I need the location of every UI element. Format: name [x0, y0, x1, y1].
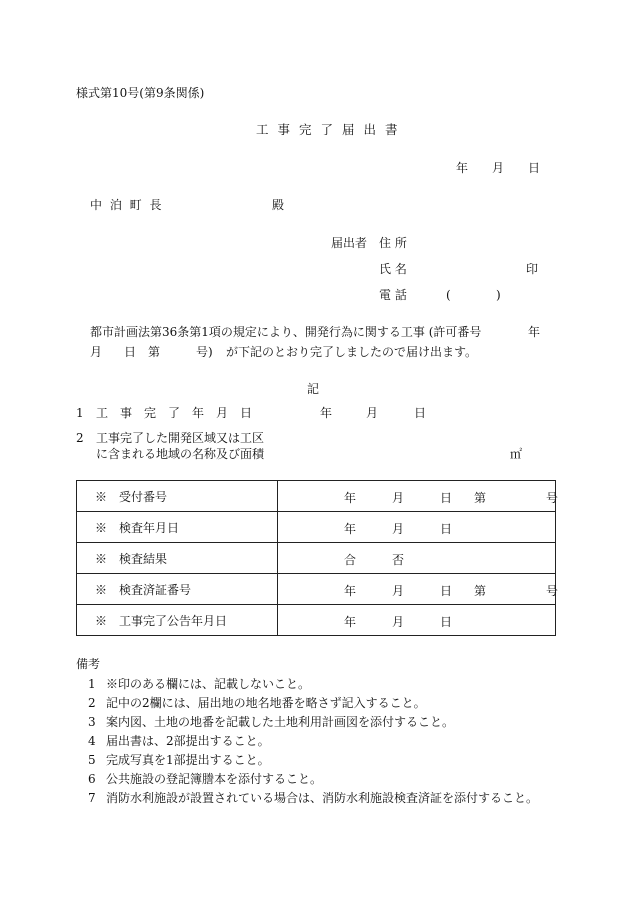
row-day: 日 [440, 615, 453, 629]
row-day: 日 [440, 584, 453, 598]
official-use-table [76, 480, 559, 636]
item1-number: 1 [76, 406, 84, 420]
name-label: 氏 名 [379, 262, 407, 276]
body-permit-month: 月 [90, 345, 103, 359]
row-label: ※ 検査結果 [77, 543, 278, 574]
row-year: 年 [344, 491, 357, 505]
note-number: 5 [88, 753, 96, 767]
row-value-cell [278, 543, 556, 574]
note-text: 消防水利施設が設置されている場合は、消防水利施設検査済証を添付すること。 [106, 791, 539, 805]
item1-month: 月 [366, 406, 379, 420]
row-value-cell [278, 512, 556, 543]
body-permit-day: 日 [124, 345, 137, 359]
addressee-honorific: 殿 [272, 198, 285, 212]
note-item [88, 753, 270, 767]
ki-heading: 記 [307, 382, 320, 396]
note-number: 7 [88, 791, 96, 805]
table-row [77, 543, 556, 574]
phone-paren-open: ( [446, 288, 451, 302]
table-row [77, 574, 556, 605]
address-label: 住 所 [379, 236, 407, 250]
row-dai: 第 [474, 491, 487, 505]
row-label: ※ 検査年月日 [77, 512, 278, 543]
document-title: 工事完了届出書 [256, 122, 407, 137]
date-month-label: 月 [492, 161, 505, 175]
note-item [88, 696, 426, 710]
note-text: 届出書は、2部提出すること。 [106, 734, 270, 748]
note-number: 3 [88, 715, 96, 729]
body-text-line2: が下記のとおり完了しましたので届け出ます。 [226, 345, 478, 359]
note-number: 4 [88, 734, 96, 748]
date-year-label: 年 [456, 161, 469, 175]
item1-label: 工 事 完 了 年 月 日 [96, 406, 253, 420]
item2-label-line1: 工事完了した開発区域又は工区 [96, 431, 265, 445]
body-permit-dai: 第 [148, 345, 161, 359]
notes-heading: 備考 [76, 657, 101, 671]
item2-number: 2 [76, 431, 84, 445]
note-item [88, 715, 454, 729]
note-text: 記中の2欄には、届出地の地名地番を略さず記入すること。 [106, 696, 426, 710]
phone-label: 電 話 [379, 288, 407, 302]
note-text: ※印のある欄には、記載しないこと。 [106, 677, 311, 691]
note-item [88, 677, 310, 691]
row-dai: 第 [474, 584, 487, 598]
row-value-cell [278, 605, 556, 636]
row-gou: 号 [546, 584, 559, 598]
body-permit-gou: 号) [196, 345, 213, 359]
row-fail: 否 [392, 553, 405, 567]
row-year: 年 [344, 615, 357, 629]
row-month: 月 [392, 522, 405, 536]
row-day: 日 [440, 522, 453, 536]
body-text-line1: 都市計画法第36条第1項の規定により、開発行為に関する工事 (許可番号 [90, 325, 482, 339]
row-month: 月 [392, 491, 405, 505]
row-label: ※ 検査済証番号 [77, 574, 278, 605]
applicant-label: 届出者 [331, 236, 368, 250]
row-value-cell [278, 574, 559, 605]
item2-label-line2: に含まれる地域の名称及び面積 [96, 447, 265, 461]
row-year: 年 [344, 522, 357, 536]
body-permit-year: 年 [528, 325, 541, 339]
item1-day: 日 [414, 406, 427, 420]
table-row [77, 481, 556, 512]
note-item [88, 734, 270, 748]
note-text: 案内図、土地の地番を記載した土地利用計画図を添付すること。 [106, 715, 455, 729]
note-item [88, 772, 322, 786]
note-text: 完成写真を1部提出すること。 [106, 753, 270, 767]
date-day-label: 日 [528, 161, 541, 175]
item1-year: 年 [320, 406, 333, 420]
note-item [88, 791, 538, 805]
row-label: ※ 工事完了公告年月日 [77, 605, 278, 636]
note-number: 6 [88, 772, 96, 786]
row-pass: 合 [344, 553, 357, 567]
row-value-cell [278, 481, 559, 512]
form-number: 様式第10号(第9条関係) [76, 86, 205, 100]
phone-paren-close: ) [496, 288, 501, 302]
seal-mark: 印 [526, 262, 539, 276]
row-month: 月 [392, 615, 405, 629]
note-text: 公共施設の登記簿謄本を添付すること。 [106, 772, 323, 786]
note-number: 1 [88, 677, 96, 691]
row-gou: 号 [546, 491, 559, 505]
row-label: ※ 受付番号 [77, 481, 278, 512]
addressee-name: 中 泊 町 長 [90, 198, 164, 212]
row-day: 日 [440, 491, 453, 505]
note-number: 2 [88, 696, 96, 710]
row-year: 年 [344, 584, 357, 598]
row-month: 月 [392, 584, 405, 598]
table-row [77, 605, 556, 636]
item2-area-unit: ㎡ [510, 447, 523, 461]
table-row [77, 512, 556, 543]
